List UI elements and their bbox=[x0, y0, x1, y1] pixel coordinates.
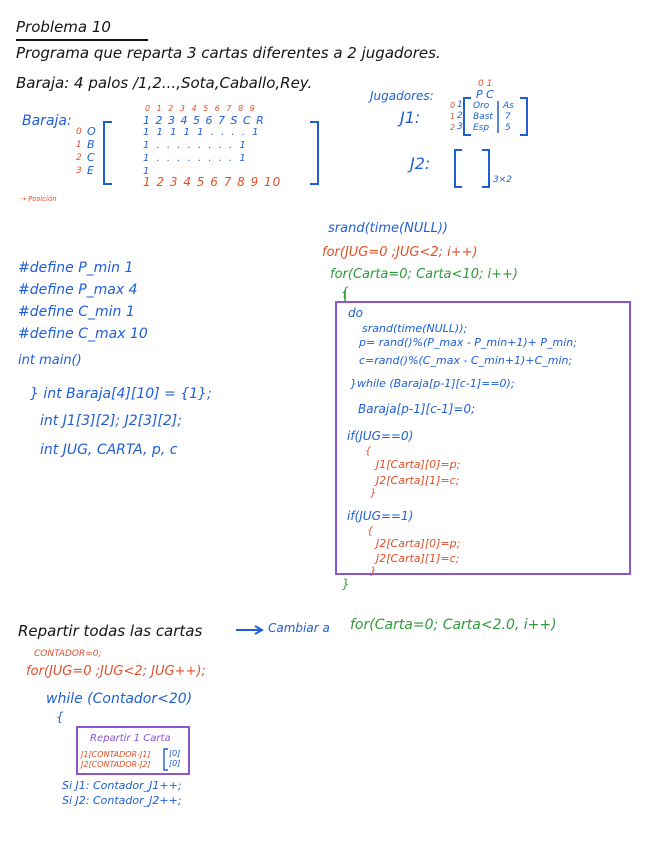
page-title: Problema 10 bbox=[16, 18, 111, 36]
define-line-2: #define C_min 1 bbox=[18, 304, 135, 320]
j1-cell-c-0: As bbox=[503, 101, 514, 111]
decl-line-2: int JUG, CARTA, p, c bbox=[40, 442, 178, 458]
baraja-bracket-right bbox=[310, 122, 318, 184]
row-label-0: O bbox=[87, 125, 96, 138]
code-baraja-zero: Baraja[p-1][c-1]=0; bbox=[358, 402, 476, 416]
row-index-3: 3 bbox=[76, 166, 82, 176]
code-j2-carta-0: J2[Carta][0]=p; bbox=[376, 537, 461, 550]
box-idx-bracket bbox=[164, 749, 168, 770]
baraja-row-1: 1 . . . . . . . . 1 bbox=[143, 140, 248, 151]
define-line-3: #define C_max 10 bbox=[18, 326, 148, 342]
while-brace: { bbox=[56, 710, 64, 724]
code-j2-carta-1-a: J2[Carta][1]=c; bbox=[376, 474, 460, 487]
code-j2-carta-1-b: J2[Carta][1]=c; bbox=[376, 552, 460, 565]
code-if0-brace-open: { bbox=[365, 446, 372, 457]
main-signature: int main() bbox=[18, 353, 82, 368]
baraja-col-index: 0 1 2 3 4 5 6 7 8 9 bbox=[145, 104, 257, 113]
j1-row-idx-1: 1 bbox=[450, 112, 456, 121]
j1-row-idx-2: 2 bbox=[450, 123, 456, 132]
code-if-jug0: if(JUG==0) bbox=[347, 429, 414, 443]
j1-cell-c-2: 5 bbox=[505, 123, 511, 133]
repartir-box-idx-1: [0] bbox=[169, 759, 181, 768]
j2-label: J2: bbox=[410, 154, 431, 173]
j1-row-num-2: 3 bbox=[457, 122, 463, 132]
srand-line: srand(time(NULL)) bbox=[328, 221, 448, 236]
repartir-box-title: Repartir 1 Carta bbox=[90, 733, 171, 744]
posicion-legend: ⇢ Posición bbox=[20, 195, 57, 203]
j2-dims: 3×2 bbox=[493, 175, 512, 185]
si-j2-line: Si J2: Contador_J2++; bbox=[62, 794, 182, 807]
repartir-heading: Repartir todas las cartas bbox=[18, 622, 203, 640]
j1-bracket-right bbox=[520, 98, 527, 135]
repartir-box-idx-0: [0] bbox=[169, 749, 181, 758]
j1-cell-p-1: Bast bbox=[473, 112, 493, 122]
jugadores-col-letters: P C bbox=[476, 88, 494, 101]
jugadores-col-index: 0 1 bbox=[478, 79, 493, 89]
code-srand-inner: srand(time(NULL)); bbox=[362, 322, 468, 335]
code-c-assign: c=rand()%(C_max - C_min+1)+C_min; bbox=[359, 354, 573, 367]
define-line-1: #define P_max 4 bbox=[18, 282, 138, 298]
j2-bracket-right bbox=[482, 150, 489, 187]
code-if-jug1: if(JUG==1) bbox=[347, 509, 414, 523]
row-label-1: B bbox=[87, 138, 95, 151]
si-j1-line: Si J1: Contador_J1++; bbox=[62, 779, 182, 792]
while-contador: while (Contador<20) bbox=[46, 691, 193, 707]
row-label-2: C bbox=[87, 151, 95, 164]
baraja-col-values-bottom: 1 2 3 4 5 6 7 8 9 10 bbox=[143, 175, 282, 189]
j1-label: J1: bbox=[400, 108, 421, 127]
contador-init: CONTADOR=0; bbox=[34, 649, 102, 659]
cambiar-label: Cambiar a bbox=[268, 621, 330, 635]
j1-row-num-1: 2 bbox=[457, 111, 463, 121]
j1-cell-p-2: Esp bbox=[473, 123, 490, 133]
code-if1-brace-close: } bbox=[370, 566, 377, 577]
row-label-3: E bbox=[87, 164, 94, 177]
for-jug-line: for(JUG=0 ;JUG<2; i++) bbox=[322, 245, 478, 260]
j1-cell-p-0: Oro bbox=[473, 101, 490, 111]
baraja-row-2: 1 . . . . . . . . 1 bbox=[143, 153, 248, 164]
j1-row-num-0: 1 bbox=[457, 100, 463, 110]
j1-cell-c-1: 7 bbox=[505, 112, 511, 122]
code-j1-carta-0: J1[Carta][0]=p; bbox=[376, 458, 461, 471]
row-index-0: 0 bbox=[76, 127, 82, 137]
for-carta-new: for(Carta=0; Carta<2.0, i++) bbox=[350, 617, 557, 633]
for-carta-line: for(Carta=0; Carta<10; i++) bbox=[330, 267, 518, 282]
row-index-2: 2 bbox=[76, 153, 82, 163]
baraja-row-0: 1 1 1 1 1 . . . . 1 bbox=[143, 127, 261, 138]
j1-bracket-left bbox=[464, 98, 471, 135]
code-if0-brace-close: } bbox=[370, 488, 377, 499]
j1-row-idx-0: 0 bbox=[450, 101, 456, 110]
row-index-1: 1 bbox=[76, 140, 82, 150]
decl-line-1: int J1[3][2]; J2[3][2]; bbox=[40, 413, 182, 429]
code-if1-brace-open: { bbox=[367, 526, 374, 537]
repartir-box-line1: J1[CONTADOR-J1] bbox=[81, 750, 151, 759]
green-brace-close: } bbox=[342, 577, 350, 591]
j2-bracket-left bbox=[455, 150, 462, 187]
baraja-row-3: 1 bbox=[143, 166, 152, 177]
code-p-assign: p= rand()%(P_max - P_min+1)+ P_min; bbox=[359, 336, 577, 349]
define-line-0: #define P_min 1 bbox=[18, 260, 134, 276]
baraja-description: Baraja: 4 palos /1,2...,Sota,Caballo,Rey. bbox=[16, 74, 313, 92]
code-while: }while (Baraja[p-1][c-1]==0); bbox=[350, 377, 515, 390]
baraja-bracket-left bbox=[104, 122, 112, 184]
code-do: do bbox=[348, 306, 363, 320]
for-jug-bottom: for(JUG=0 ;JUG<2; JUG++); bbox=[26, 664, 206, 679]
repartir-box-line2: J2[CONTADOR-J2] bbox=[81, 760, 151, 769]
decl-line-0: } int Baraja[4][10] = {1}; bbox=[30, 386, 212, 402]
baraja-col-values-top: 1 2 3 4 5 6 7 S C R bbox=[143, 114, 265, 127]
jugadores-label: Jugadores: bbox=[370, 89, 434, 103]
baraja-label: Baraja: bbox=[22, 113, 72, 129]
problem-statement: Programa que reparta 3 cartas diferentes a 2 jugadores. bbox=[16, 44, 441, 62]
green-brace-open: { bbox=[341, 285, 349, 299]
